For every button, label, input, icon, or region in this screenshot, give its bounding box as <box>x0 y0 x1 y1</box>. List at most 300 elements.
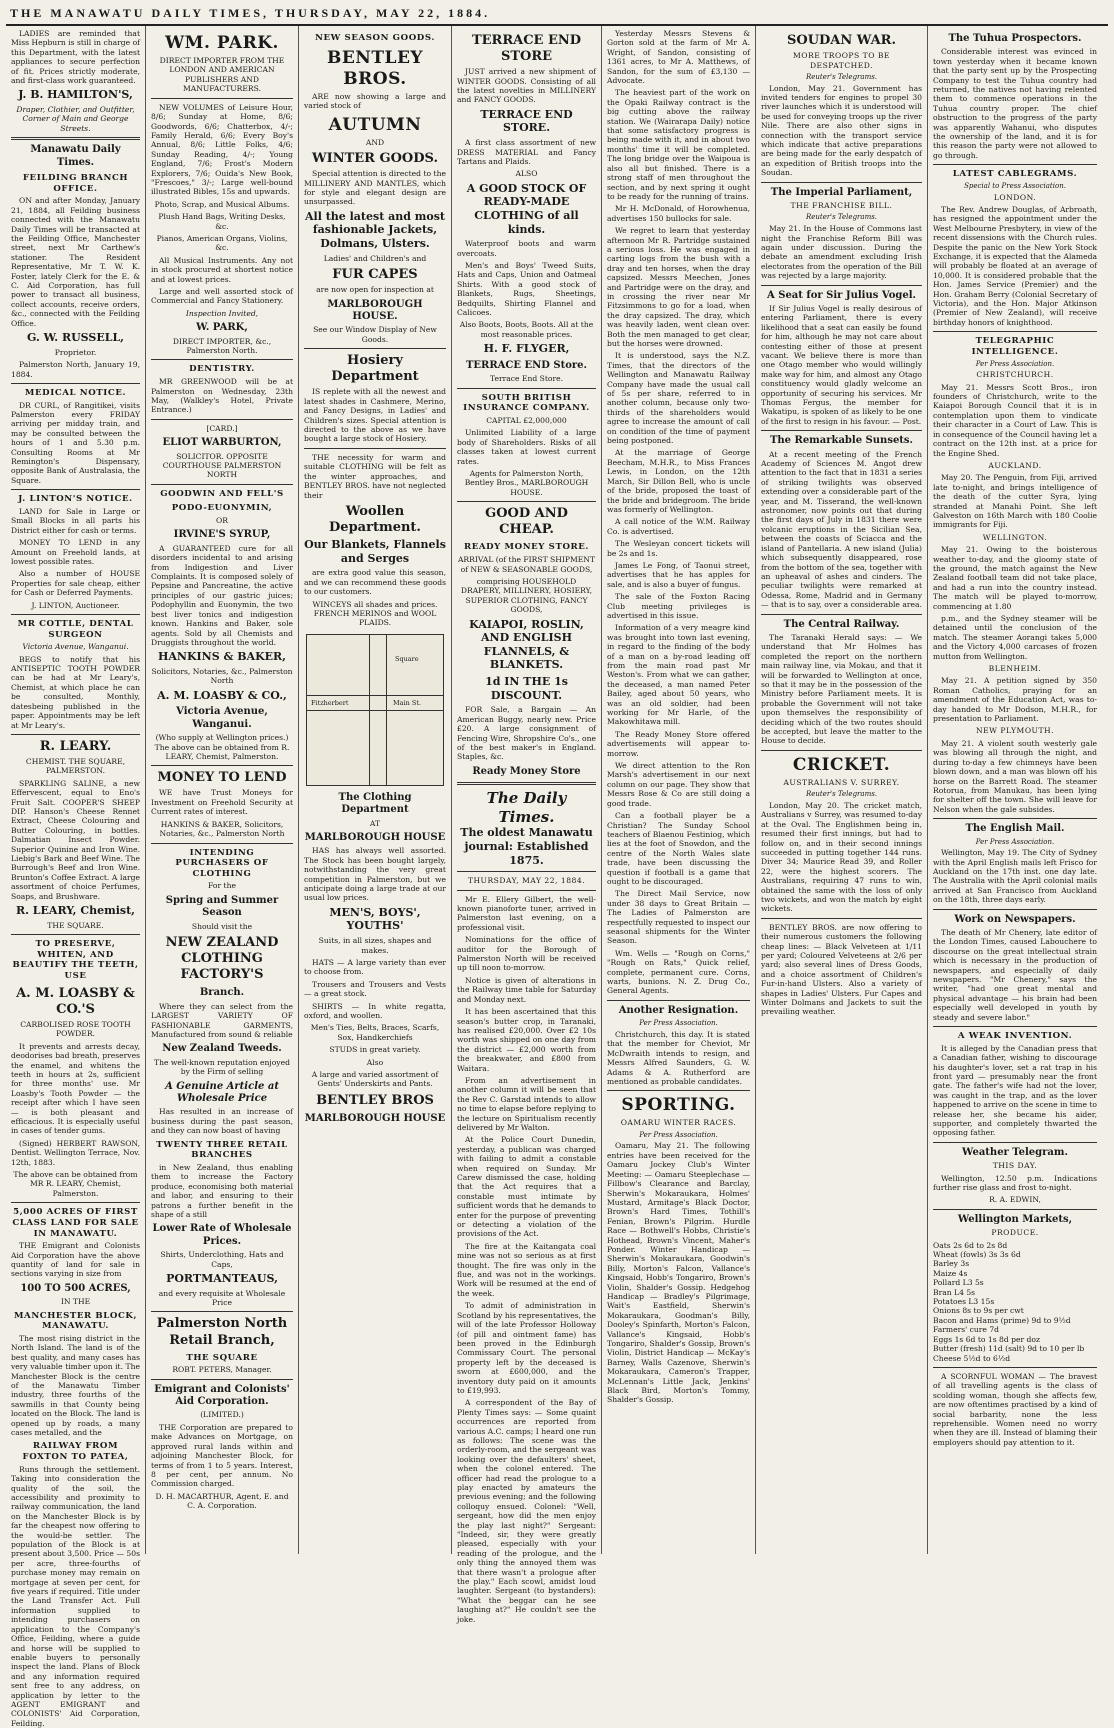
map-label-square: Square <box>395 654 419 663</box>
studs-line: STUDS in great variety. <box>329 1045 421 1055</box>
waterproof-boots: Waterproof boots and warm overcoats. <box>457 239 596 258</box>
leary-signature: R. LEARY, Chemist, <box>15 904 136 918</box>
news-bullocks: Mr H. McDonald, of Horowhenua, advertises 150 bullocks for sale. <box>607 204 750 223</box>
news-sandon: Yesterday Messrs Stevens & Gorton sold at the farm of Mr A. Wright, of Sandon, consisting of 1361 acres, to Mr A. Matthews, of Sandon, for the sum of £3,130 — Advocate. <box>607 29 750 86</box>
russell-title: Proprietor. <box>54 347 97 357</box>
markets-sub: PRODUCE. <box>991 1228 1039 1238</box>
news-concert: The Wesleyan concert tickets will be 2s and 1s. <box>607 539 750 558</box>
news-rough-on-corns: Wm. Wells — "Rough on Corns," "Rough on Rats," Quick relief, complete, permanent cure. Corns, warts, bunions. N. Z. Drug Co., General Agents. <box>607 948 750 996</box>
card-label: [CARD.] <box>206 423 238 433</box>
branches-text: in New Zealand, thus enabling them to increase the Factory produce, economising both material and labor, and ensuring to their patrons a further benefit in the shape of a still <box>151 1162 293 1219</box>
loasby-signature: (Signed) HERBERT RAWSON, Dentist. Wellington Terrace, Nov. 12th, 1883. <box>11 1138 140 1167</box>
wellington-label: WELLINGTON. <box>982 532 1048 542</box>
park-albums: Photo, Scrap, and Musical Albums. <box>154 199 290 209</box>
daily-times-heading: The Daily Times. <box>486 789 567 826</box>
fur-capes-heading: FUR CAPES <box>332 267 418 283</box>
divider <box>11 734 140 735</box>
macarthur-signature: D. H. MACARTHUR, Agent, E. and C. A. Corporation. <box>155 1491 289 1511</box>
issue-date: THURSDAY, MAY 22, 1884. <box>467 876 586 886</box>
divider <box>304 348 446 349</box>
park-stationery: Large and well assorted stock of Commercial and Fancy Stationery. <box>151 287 293 306</box>
divider <box>11 614 140 615</box>
cottle-notice: BEGS to notify that his ANTISEPTIC TOOTH POWDER can be had at Mr Leary's, Chemist, at which place he can be consulted, Monthly, datesbeing published in the paper. Appointments may be left at Mr Leary's. <box>11 654 140 730</box>
manager-line: ROBT. PETERS, Manager. <box>172 1365 272 1375</box>
ready-money-store: Ready Money Store <box>472 765 581 777</box>
irvine-heading: IRVINE'S SYRUP, <box>173 529 271 541</box>
masthead-title: THE MANAWATU DAILY TIMES, THURSDAY, MAY 22, 1884. <box>10 6 491 20</box>
hamilton-signature: J. B. HAMILTON'S, <box>18 88 133 102</box>
linton-houses: Also a number of HOUSE Properties for sale cheap, either for Cash or Deferred Payments. <box>11 569 140 598</box>
bentley-heading: BENTLEY BROS. <box>326 47 424 89</box>
invention-text: It is alleged by the Canadian press that a Canadian father, wishing to discourage his daughter's lover, set a rat trap in his front yard — presumably near the front gate. The father's wife had not the lover, was caught in the trap, and as the lover happened to arrive on the scene in time to release her, she became his aider, supporter, and completely thwarted the opposing father. <box>933 1043 1097 1138</box>
plymouth-text: May 21. A violent south westerly gale was blowing all through the night, and during to-day a few chimneys have been blown down, and a man was blown off his horse on the Barrett Road. The steamer Rotorua, from Manukau, has been lying for shelter off the town. She will leave for Nelson when the gale subsides. <box>933 738 1097 814</box>
scornful-woman-text: A SCORNFUL WOMAN — The bravest of all travelling agents is the class of scolding woman, though she affects few, are now oftentimes practised by a kind of social barbarity, none the less reprehensible. Women need no worry when they are ill. Instead of blaming their employers should pay attention to it. <box>933 1371 1097 1447</box>
news-body-found: Information of a very meagre kind was brought into town last evening, in regard to the finding of the body of a man on a by-road leading off from the main road past Mr Weston's. From what we can gather, the deceased, a man named Peter Bailey, aged about 50 years, who was an old soldier, had been working for Mr Harle, of the Makowhitawa mill. <box>607 623 750 727</box>
news-holloway: To admit of administration in Scotland by his representatives, the will of the late Professor Holloway (of pill and ointment fame) has been proved in the Edinburgh Commissary Court. The personal property left by the deceased is sworn at £600,000, and the inventory duty paid on it amounts to £19,993. <box>457 1301 596 1395</box>
park-subtitle: DIRECT IMPORTER FROM THE LONDON AND AMERICAN PUBLISHERS AND MANUFACTURERS. <box>159 56 285 94</box>
emigrant-heading: Emigrant and Colonists' Aid Corporation. <box>154 1383 290 1408</box>
acres-text: THE Emigrant and Colonists Aid Corporation have the above quantity of land for sale in sections varying in size from <box>11 1241 140 1279</box>
warburton-subtitle: SOLICITOR. OPPOSITE COURTHOUSE PALMERSTON NORTH <box>162 451 282 480</box>
divider <box>933 909 1097 910</box>
emigrant-text: THE Corporation are prepared to make Advances on Mortgage, on approved rural lands within and adjoining Manchester Block, for terms of from 1 to 5 years. Interest, 8 per cent, per annum. No Commission charged. <box>151 1422 293 1489</box>
divider <box>457 388 596 389</box>
preserve-heading: TO PRESERVE, WHITEN, AND BEAUTIFY THE TEETH, USE <box>12 939 139 982</box>
window-display: See our Window Display of New Goods. <box>313 325 437 344</box>
divider <box>11 137 140 140</box>
vogel-text: If Sir Julius Vogel is really desirous of entering Parliament, there is every likelihood that a seat can easily be found for him, although he may not care about contesting either of those at present vacant. We believe there is more than one Otago member who would willingly make way for him, and almost any Otago constituency would gladly welcome an opportunity of securing his services. Mr Thomas Fergus, the member for Wakatipu, is spoken of as likely to be one of the first to resign in his favour. — Post. <box>761 303 922 426</box>
auckland-label: AUCKLAND. <box>988 460 1042 470</box>
market-row: Pollard L3 5s <box>933 1278 984 1288</box>
pn-branch-heading: Palmerston North Retail Branch, <box>156 1316 288 1348</box>
leary-subtitle: CHEMIST. THE SQUARE, PALMERSTON. <box>25 757 126 776</box>
english-mail-heading: The English Mail. <box>965 823 1065 835</box>
market-row: Cheese 5½d to 6½d <box>933 1353 1011 1363</box>
cottle-heading: MR COTTLE, DENTAL SURGEON <box>17 618 134 640</box>
wellington-text: May 21. Owing to the boisterous weather to-day, and the gloomy state of the ground, the match against the New Zealand football team did not take place, and had a run into the country instead. The match will be played to-morrow, commencing at 1.80 <box>933 545 1097 611</box>
shirts-line: Shirts, Underclothing, Hats and Caps, <box>160 1250 284 1269</box>
tweeds-heading: New Zealand Tweeds. <box>162 1043 282 1055</box>
divider <box>457 890 596 891</box>
park-bags: Plush Hand Bags, Writing Desks, &c. <box>158 212 286 231</box>
dress-material: A first class assortment of new DRESS MATERIAL and Fancy Tartans and Plaids. <box>457 138 596 166</box>
english-mail-sub: Per Press Association. <box>975 837 1055 846</box>
cablegrams-heading: LATEST CABLEGRAMS. <box>952 169 1078 180</box>
linton-money: MONEY TO LEND in any Amount on Freehold lands, at lowest possible rates. <box>11 538 140 566</box>
also-label: Also <box>366 1057 384 1067</box>
warburton-heading: ELIOT WARBURTON, <box>162 437 282 449</box>
intending-heading: INTENDING PURCHASERS OF CLOTHING <box>175 847 269 879</box>
market-row: Potatoes L3 15s <box>933 1297 995 1307</box>
market-row: Wheat (fowls) 3s 3s 6d <box>933 1250 1021 1260</box>
divider <box>151 1379 293 1380</box>
suits-line: Suits, in all sizes, shapes and makes. <box>318 936 432 955</box>
victoria-heading: Victoria Avenue, Wanganui. <box>176 706 268 730</box>
divider <box>151 484 293 485</box>
divider <box>933 1209 1097 1210</box>
acres-body: The most rising district in the North Island. The land is of the best quality, and many cases has very valuable timber upon it. The Manchester Block is the centre of the Manawatu Timber industry, three fourths of the sawmills in that County being located on the Block. The land is opened up by roads, a many cases metalled, and the <box>11 1334 140 1438</box>
news-call-notice: A call notice of the W.M. Railway Co. is advertised. <box>607 517 750 536</box>
news-apples: James Le Fong, of Taonui street, advertises that he has apples for sale, and is also a buyer of fungus. <box>607 560 750 589</box>
parliament-sub: THE FRANCHISE BILL. <box>790 201 893 211</box>
masthead <box>6 4 1108 26</box>
loasby-heading: A. M. LOASBY & CO.'S <box>16 985 135 1017</box>
genuine-heading: A Genuine Article at Wholesale Price <box>165 1080 279 1105</box>
park-heading: WM. PARK. <box>165 33 279 53</box>
divider <box>761 182 922 183</box>
money-text: WE have Trust Moneys for Investment on Freehold Security at Current rates of interest. <box>151 788 293 817</box>
cablegrams-text: The Rev. Andrew Douglas, of Arbroath, has resigned the appointment under the West Melbourne Presbytery, in view of the recent dissensions with the Church rules. Despite the panic on the New York Stock Exchange, it is expected that the Alameda will probably be floated at an average of 10,000. It is considered probable that the Hon. James Service (Premier) and the Hon. Graham Berry (Colonial Secretary of Victoria), and the Hon. Major Atkinson (Premier of New Zealand), will receive birthday honors of knighthood. <box>933 205 1097 327</box>
christchurch-label: CHRISTCHURCH. <box>976 370 1054 380</box>
divider <box>151 843 293 844</box>
english-mail-text: Wellington, May 19. The City of Sydney with the April English mails left Frisco for Auckland on the 17th inst. one day late. The Australia with the April colonial mails arrived at San Francisco from Auckland on the 18th, three days early. <box>933 848 1097 905</box>
underwear-line: A large and varied assortment of Gents' Underskirts and Pants. <box>311 1069 439 1089</box>
marlborough-heading: MARLBOROUGH HOUSE. <box>327 298 423 323</box>
medical-heading: MEDICAL NOTICE. <box>24 387 127 398</box>
invention-heading: A WEAK INVENTION. <box>957 1031 1073 1042</box>
street-map <box>306 634 444 786</box>
news-auditor: Nominations for the office of auditor for the Borough of Palmerston North will be received up till noon to-morrow. <box>457 935 596 973</box>
goodwin-subtitle: PODO-EUONYMIN, <box>171 503 273 514</box>
parliament-sub-2: Reuter's Telegrams. <box>805 213 878 222</box>
hankins-subtitle: Solicitors, Notaries, &c., Palmerston North <box>151 666 293 686</box>
tuhua-text: Considerable interest was evinced in town yesterday when it became known that the party sent up by the Prospecting Company to test the Tuhua country had returned, the natives not having relented them to commence operations in the Tuhua country proper. The chief obstruction to the progress of the party was apparently Wahanui, who disputes the ownership of the land, and it is for this reason the party were not allowed to go through. <box>933 47 1097 160</box>
parliament-text: May 21. In the House of Commons last night the Franchise Reform Bill was again under discussion. During the debate an amendment excluding Irish electorates from the operation of the Bill was rejected by a large majority. <box>761 224 922 281</box>
news-football: Can a football player be a Christian? The Sunday School teachers of Blaenou Festiniog, which lies at the foot of Snowdon, and the centre of the North Wales slate trade, have been discussing the question if football is a game that ought to be discouraged. <box>607 811 750 886</box>
terrace-text: JUST arrived a new shipment of WINTER GOODS. Consisting of all the latest novelties in MILLINERY and FANCY GOODS. <box>457 67 596 105</box>
money-signature: HANKINS & BAKER, Solicitors, Notaries, &c., Palmerston North <box>159 819 285 839</box>
dentistry-notice: MR GREENWOOD will be at Palmerston on Wednesday, 23th May, (Walkley's Hotel, Private Entrance.) <box>151 377 293 415</box>
map-label-main: Main St. <box>393 698 421 707</box>
column-1 <box>6 26 146 1728</box>
divider <box>761 430 922 431</box>
insurance-capital: CAPITAL £2,000,000 <box>486 416 567 426</box>
sunsets-text: At a recent meeting of the French Academy of Sciences M. Angot drew attention to the fact that in 1831 a series of striking twilights was observed extending over a considerable part of the year, and M. Tisserand, the well-known astronomer, now points out that during the first days of July in 1831 there were volcanic eruptions in the Sicilian Sea, between the coasts of Sciacca and the island of Pantellaria. A new island (Julia) which subsequently disappeared, rose from the bottom of the sea, together with an upheaval of ashes and cinders. The peculiar twilights were remarked at Odessa, Rome, Madrid and in Germany — that is to say, over a considerable area. <box>761 449 922 610</box>
russell-signature: G. W. RUSSELL, <box>26 331 125 345</box>
soudan-text: London, May 21. Government has invited tenders for engines to propel 30 river launches which it is understood will be used for conveying troops up the river Nile. There are also other signs in connection with the transport service which indicate that active preparations are being made for the early despatch of an expedition of British troops into the Soudan. <box>761 83 922 178</box>
news-kaitangata: The fire at the Kaitangata coal mine was not so serious as at first thought. The fire was only in the flue, and was not in the workings. Work will be resumed at the end of the week. <box>457 1241 596 1298</box>
insurance-agents: Agents for Palmerston North, Bentley Bros., MARLBOROUGH HOUSE. <box>464 469 589 497</box>
column-5 <box>602 26 756 1554</box>
central-railway-text: The Taranaki Herald says: — We understand that Mr Holmes has completed the report on the northern main railway line, via Mokau, and that it will be forwarded to Wellington at once, so that it may be in the possession of the Ministry before Parliament meets. It is probable the Government will not take upon themselves the responsibility of deciding which of the two routes should be accepted, but leave the matter to the House to decide. <box>761 632 922 746</box>
sporting-sub: OAMARU WINTER RACES. <box>620 1118 737 1128</box>
hats-line: HATS — A large variety than ever to choose from. <box>304 957 446 977</box>
divider <box>933 331 1097 332</box>
victoria-subtitle: (Who supply at Wellington prices.) The above can be obtained from R. LEARY, Chemist, Palmerston. <box>154 733 290 761</box>
marlborough-footer: MARLBOROUGH HOUSE <box>304 1112 446 1124</box>
arrival-line: ARRIVAL (of the FIRST SHIPMENT of NEW & SEASONABLE GOODS, <box>457 555 596 574</box>
branch-label: Branch. <box>199 987 245 999</box>
tweed-suits: Men's and Boys' Tweed Suits, Hats and Caps, Union and Oatmeal Shirts. With a good stock of Blankets, Rugs, Sheetings, Bedquilts, Shirting Flannel and Calicoes. <box>457 261 596 318</box>
at-label: AT <box>369 818 381 828</box>
insurance-text: Unlimited Liability of a large body of Shareholders. Risks of all classes taken at lowest current rates. <box>457 428 596 466</box>
news-opaki: The heaviest part of the work on the Opaki Railway contract is the big cutting above the railway station. We (Wairarapa Daily) notice that some satisfactory progress is being made with it, and in about two months' time it will be completed. The long bridge over the Waipoua is also all but finished. There is a strong staff of men throughout the section, and by next spring it ought to be ready for the running of trains. <box>607 88 750 201</box>
divider <box>933 164 1097 165</box>
comprising-line: comprising HOUSEHOLD DRAPERY, MILLINERY, HOSIERY, SUPERIOR CLOTHING, FANCY GOODS, <box>460 576 593 615</box>
market-row: Bran L4 5s <box>933 1287 976 1297</box>
column-7 <box>928 26 1102 1554</box>
park-invite: Inspection Invited, <box>185 308 259 318</box>
spring-sub: Should visit the <box>191 921 253 931</box>
divider <box>11 934 140 935</box>
terrace-footer: Terrace End Store. <box>490 374 563 384</box>
portmanteaus: PORTMANTEAUS, <box>166 1271 278 1285</box>
ladies-notice: LADIES are reminded that Miss Hepburn is still in charge of this Department, with the latest appliances to secure perfection of fit. Prices strictly moderate, and first-class work guaranteed. <box>11 29 140 86</box>
blenheim-label: BLENHEIM. <box>988 664 1042 674</box>
parliament-heading: The Imperial Parliament, <box>770 186 913 198</box>
linton-land: LAND for Sale in Large or Small Blocks in all parts his District either for cash or terms. <box>11 506 140 535</box>
newspapers-text: The death of Mr Chenery, late editor of the London Times, caused Labouchere to discourse on the great intellectual strain which is necessary in the production of newspapers, and especially of daily newspapers. "Mr Chenery," says the writer, "had one great mental and physical advantage — his brain had been especially well developed in youth by steady and severe labor." <box>933 928 1097 1022</box>
divider <box>11 383 140 384</box>
loasby2-heading: A. M. LOASBY & CO., <box>157 688 287 702</box>
twenty-branches: TWENTY THREE RETAIL BRANCHES <box>156 1139 288 1161</box>
sale-text: FOR Sale, a Bargain — An American Buggy, nearly new. Price £20. A large consignment of Fencing Wire, Shropshire Co's., one of the best maker's in England. Staples, &c. <box>457 705 596 762</box>
marlborough-heading-2: MARLBOROUGH HOUSE <box>304 832 446 844</box>
divider <box>933 1367 1097 1368</box>
sporting-text: Oamaru, May 21. The following entries have been received for the Oamaru Jockey Club's Winter Meeting: — Oamaru Steeplechase — Fillbow's Clearance and Barclay, Sherwin's Mokaraukara, Holmes' Mustard, Armitage's Black Doctor, Brown's Hard Times, Tothill's Fenian, Brown's Pilgrim. Hurdle Race — Bothwell's Hobbs, Christie's Hothead, Brown's Vincent, Maher's Ponder. Winter Handicap — Sherwin's Mokaraukara, Goodwin's Billy, Morton's Falcon, Vallance's Kingsaid, Hobb's Tongariro, Brown's Violin, Shalder's Gossip. Hedgehog Handicap — Bradley's Pilgrimage, Wait's Eastfield, Sherwin's Mokaraukara, Goodman's Billy, Dooley's Spinfarth, Morton's Falcon, Vallance's Kingsaid, Hobb's Tongariro, Shalder's Gossip, Brown's Violin, District Handicap — McKay's Barney, Walls Cazenove, Sherwin's Mokaraukara, Cameron's Trapper, McLennan's Little Jack, Jenkins' Black Bird, Morton's Tommy, Shalder's Gossip. <box>607 1141 750 1405</box>
cricket-heading: CRICKET. <box>792 754 891 775</box>
spring-heading: Spring and Summer Season <box>165 894 279 919</box>
and-label: AND <box>365 137 385 147</box>
market-row: Maize 4s <box>933 1268 968 1278</box>
divider <box>761 918 922 919</box>
branch-notice: ON and after Monday, January 21, 1884, all Feilding business connected with the Manawatu Daily Times will be transacted at the Feilding Office, Manchester street, next Mr Carthew's stationer. The Resident Representative, Mr T. W. K. Foster, lately Clerk for the E. & C. Aid Corporation, has full power to transact all business, collect accounts, receive orders, &c., connected with the Feilding Office. <box>11 196 140 328</box>
auckland-text: May 20. The Penguin, from Fiji, arrived late to-night, and brings intelligence of the death of the cutter Syra, lying stranded at Manahi Point. She left Galveston on 16th March with 180 Coolie immigrants for Fiji. <box>933 473 1097 530</box>
terrace-line: TERRACE END STORE. <box>480 107 573 135</box>
irvine-text: A GUARANTEED cure for all disorders incidental to and arising from Indigestion and Liver Complaints. It is composed solely of Pepsine and Pancreatine, the active principles of our gastric juices; Podophyllin and Euonymin, the two best liver tonics and indigestion known. Hankins and Baker, sole agents. Sold by all Chemists and Druggists throughout the world. <box>151 543 293 647</box>
map-label-fitzherbert: Fitzherbert <box>311 698 349 707</box>
divider <box>457 782 596 785</box>
column-3 <box>299 26 452 1554</box>
news-ready-money: The Ready Money Store offered advertisements will appear to-morrow. <box>607 729 750 758</box>
loasby-foot: The above can be obtained from MR R. LEARY, Chemist, Palmerston. <box>13 1170 138 1198</box>
divider <box>457 501 596 502</box>
portmanteaus-sub: and every requisite at Wholesale Price <box>158 1288 286 1307</box>
clothing-necessity: THE necessity for warm and suitable CLOTHING will be felt as the winter approaches, and BENTLEY BROS. have not neglected their <box>304 452 446 500</box>
childrens-line: Ladies' and Children's and <box>323 253 427 263</box>
resignation-text: Christchurch, this day. It is stated that the member for Cheviot, Mr McDwraith intends to resign, and Messrs Alfred Saunders, G. W. Adams & A. Rutherford are mentioned as probable candidates. <box>607 1029 750 1086</box>
jackets-line: All the latest and most fashionable Jackets, Dolmans, Ulsters. <box>304 209 445 251</box>
telegraphic-text: May 21. Messrs Scott Bros., iron founders of Christchurch, write to the Kaiapoi Borough Council that it is in contemplation upon them to vindicate their character in a Court of Law. This is in consequence of the Council having let a contract on the 12th inst. at a price for the Engine Shed. <box>933 382 1097 458</box>
weather-text: Wellington, 12.50 p.m. Indications further rise glass and frost to-night. <box>933 1173 1097 1193</box>
hamilton-subtitle: Draper, Clothier, and Outfitter, Corner of Main and George Streets. <box>16 105 135 133</box>
clothing-text: HAS has always well assorted. The Stock has been bought largely, notwithstanding the very great competition in Palmerston, but we anticipate doing a large trade at our usual low prices. <box>304 846 446 903</box>
soudan-sub: MORE TROOPS TO BE DESPATCHED. <box>793 51 890 70</box>
ready-money-heading: READY MONEY STORE. <box>463 542 590 553</box>
clothing-dept-heading: The Clothing Department <box>338 791 412 816</box>
ready-made: A GOOD STOCK OF READY-MADE CLOTHING of all kinds. <box>466 181 587 236</box>
columns <box>6 26 1108 1728</box>
divider <box>761 750 922 751</box>
market-row: Onions 8s to 9s per cwt <box>933 1306 1024 1316</box>
resignation-heading: Another Resignation. <box>618 1004 739 1016</box>
central-railway-heading: The Central Railway. <box>783 618 900 630</box>
loasby-text: It prevents and arrests decay, deodorises bad breath, preserves the enamel, and whitens the teeth in hours at 2s, sufficient for three months' use. Mr Loasby's Tooth Powder — the receipt after which I have seen — is both pleasant and efficacious. It is especially useful in cases of tender gums. <box>11 1041 140 1136</box>
linton-heading: J. LINTON'S NOTICE. <box>18 494 133 505</box>
divider <box>11 1202 140 1203</box>
terrace-end-store: TERRACE END Store. <box>465 359 588 371</box>
plymouth-label: NEW PLYMOUTH. <box>975 726 1055 736</box>
discount-line: 1d IN THE 1s DISCOUNT. <box>485 675 568 702</box>
cablegrams-sub: Special to Press Association. <box>964 181 1066 190</box>
railway-heading: RAILWAY FROM FOXTON TO PATEA, <box>22 1441 129 1463</box>
loasby-subtitle: CARBOLISED ROSE TOOTH POWDER. <box>20 1019 131 1039</box>
square-label: THE SQUARE <box>186 1352 258 1363</box>
column-4 <box>452 26 602 1624</box>
cricket-sub: AUSTRALIANS V. SURREY. <box>783 777 900 787</box>
autumn-heading: AUTUMN <box>328 114 422 135</box>
news-spiritualism: From an advertisement in another column it will be seen that the Rev C. Garstad intends to allow no time to elapse before replying to the lecture on Spiritualism recently delivered by Mr Walton. <box>457 1075 596 1132</box>
hosiery-heading: Hosiery Department <box>331 353 419 385</box>
divider <box>151 359 293 360</box>
flyger-signature: H. F. FLYGER, <box>483 342 570 356</box>
lower-rate: Lower Rate of Wholesale Prices. <box>152 1223 292 1247</box>
shirts-line-2: SHIRTS — In white regatta, oxford, and woollen. <box>304 1001 446 1020</box>
special-attention: Special attention is directed to the MILLINERY AND MANTLES, which for style and elegant design are unsurpassed. <box>304 169 446 207</box>
divider <box>933 1026 1097 1027</box>
leary-heading: R. LEARY. <box>39 738 112 754</box>
kaiapoi-line: KAIAPOI, ROSLIN, AND ENGLISH FLANNELS, & BLANKETS. <box>469 617 584 672</box>
ties-line: Men's Ties, Belts, Braces, Scarfs, Sox, Handkerchiefs <box>310 1023 440 1042</box>
park-signature: W. PARK, <box>196 322 248 334</box>
acres-heading: 5,000 ACRES OF FIRST CLASS LAND FOR SALE IN MANAWATU. <box>12 1207 139 1239</box>
newspapers-heading: Work on Newspapers. <box>954 913 1076 925</box>
london-label: LONDON. <box>993 192 1037 202</box>
market-row: Oats 2s 6d to 2s 8d <box>933 1240 1008 1250</box>
resignation-sub: Per Press Association. <box>639 1019 718 1028</box>
weather-sub: THIS DAY. <box>992 1161 1038 1171</box>
oldest-journal: The oldest Manawatu journal: Established 1875. <box>460 826 593 867</box>
tuhua-heading: The Tuhua Prospectors. <box>948 33 1082 44</box>
divider <box>151 419 293 420</box>
divider <box>607 1090 750 1091</box>
news-gilbert: Mr E. Ellery Gilbert, the well-known pianoforte tuner, arrived in Palmerston last evening, on a professional visit. <box>457 894 596 932</box>
soudan-heading: SOUDAN WAR. <box>786 33 896 48</box>
goodwin-or: OR <box>216 516 228 526</box>
park-volumes: NEW VOLUMES of Leisure Hour, 8/6; Sunday at Home, 8/6; Goodwords, 6/6; Chatterbox, 4/-; Family Herald, 6/6; Every Boy's Annual, 8/6; Little Folks, 4/6; Sunday Reading, 4/-; Young England, 7/6; Frost's Modern Explorers, 7/6; Ouida's New Book, "Frescoes," 3/-; Large well-bound illustrated Bibles, 15s and upwards. <box>151 102 293 197</box>
bentley-note: BENTLEY BROS. are now offering to their numerous customers the following cheap lines: — Black Velveteen at 1/11 per yard; Coloured Velveteens at 2/6 per yard; also several lines of Dress Goods, and a choice assortment of Children's Fur-in-hand Ulsters. Also a variety of shapes in Ladies' Ulsters. Fur Capes and Winter Dolmans and Jackets to suit the prevailing weather. <box>761 922 922 1017</box>
russell-date: Palmerston North, January 19, 1884. <box>11 360 140 379</box>
sporting-heading: SPORTING. <box>621 1095 736 1116</box>
divider <box>607 1000 750 1001</box>
dentistry-heading: DENTISTRY. <box>189 364 255 375</box>
market-row: Eggs 1s 6d to 1s 8d per doz <box>933 1334 1040 1344</box>
divider <box>933 1142 1097 1143</box>
park-pianos: Pianos, American Organs, Violins, &c. <box>156 233 288 253</box>
nz-factory-heading: NEW ZEALAND CLOTHING FACTORY'S <box>165 935 279 983</box>
acres-in: IN THE <box>60 1297 91 1307</box>
divider <box>151 1311 293 1312</box>
park-instruments: All Musical Instruments. Any not in stock procured at shortest notice and at lowest prices. <box>151 255 293 284</box>
bentley-footer: BENTLEY BROS <box>316 1092 434 1108</box>
genuine-text: Has resulted in an increase of business during the past season, and they can now boast of having <box>151 1107 293 1136</box>
blenheim-text: May 21. A petition signed by 350 Roman Catholics, praying for an amendment of the Education Act, was to-day handed to Mr Dodson, M.H.R., for presentation to Parliament. <box>933 676 1097 724</box>
money-heading: MONEY TO LEND <box>157 770 287 786</box>
divider <box>11 489 140 490</box>
weather-heading: Weather Telegram. <box>962 1146 1068 1158</box>
market-row: Farmers' cure 7d <box>933 1325 1000 1335</box>
vogel-heading: A Seat for Sir Julius Vogel. <box>766 289 917 301</box>
news-bay-of-plenty: A correspondent of the Bay of Plenty Times says: — Some quaint occurrences are reported from various A.C. camps; I heard one run as follows: The scene was the orderly-room, and the sergeant was looking over the defaulters' sheet, when the colonel entered. The officer had read the prologue to a play enacted by amateurs the previous evening; and the following colloquy ensued. Colonel: "Well, sergeant, how did the men enjoy the play last night?" Sergeant: "Indeed, sir, they were greatly pleased, especially with your reading of the prologue, and the only thing the annoyed them was that there wasn't a prologue after the play." Each scowl, amidst loud laughter. Sergeant (to bystanders): "What the beggar can he see laughing at?" He couldn't see the joke. <box>457 1398 596 1624</box>
weather-signature: R. A. EDWIN, <box>989 1195 1041 1205</box>
markets-list <box>933 1241 1097 1363</box>
divider <box>304 448 446 449</box>
divider <box>151 98 293 99</box>
winter-heading: WINTER GOODS. <box>312 151 438 167</box>
cottle-address: Victoria Avenue, Wanganui. <box>22 642 129 652</box>
blankets-text: are extra good value this season, and we can recommend these goods to our customers. <box>304 568 446 597</box>
fur-capes-sub: are now open for inspection at <box>316 285 434 295</box>
news-butter: It has been ascertained that this season's butter crop, in Taranaki, has realised £20,000. Over £2 10s worth was shipped on one day from the district — £2,000 worth from the breakwater, and £800 from Waitara. <box>457 1007 596 1073</box>
sydney-text: p.m., and the Sydney steamer will be detained until the conclusion of the match. The steamer Aorangi takes 5,000 and the Victory 4,000 carcases of frozen mutton from Wellington. <box>933 614 1097 661</box>
telegraphic-sub: Per Press Association. <box>975 359 1055 368</box>
column-2 <box>146 26 299 1554</box>
column-6 <box>756 26 928 1554</box>
hosiery-text: IS replete with all the newest and latest shades in Cashmere, Merino, and Fancy Designs, in Ladies' and Children's sizes. Special attention is directed to the above as we have bought a large stock of Hosiery. <box>304 387 446 444</box>
news-racing: The sale of the Foxton Racing Club meeting privileges is advertised in this issue. <box>607 592 750 620</box>
tweeds-sub: The well-known reputation enjoyed by the Firm of selling <box>154 1057 290 1077</box>
markets-heading: Wellington Markets, <box>957 1213 1073 1225</box>
cricket-text: London, May 20. The cricket match, Australians v Surrey, was resumed to-day at the Oval. The Englishmen being in, resumed their first innings, but had to follow on, and in their second innings succeeded in putting together 144 runs. Diver 34; Maurice Read 39, and Roller 22, were the highest scorers. The Australians, requiring 47 runs to win, obtained the same with the loss of only two wickets, and won the match by eight wickets. <box>761 800 922 914</box>
new-season-heading: NEW SEASON GOODS. <box>315 33 435 43</box>
news-railway: Notice is given of alterations in the Railway time table for Saturday and Monday next. <box>457 975 596 1004</box>
sunsets-heading: The Remarkable Sunsets. <box>769 435 914 447</box>
market-row: Butter (fresh) 11d (salt) 9d to 10 per lb <box>933 1344 1085 1354</box>
news-railway-call: It is understood, says the N.Z. Times, that the directors of the Wellington and Manawatu Railway Company have made the usual call of 5s per share, referred to in another column, because only two-thirds of the shareholders would agree to increase the amount of call on condition of the time of payment being postponed. <box>607 351 750 446</box>
cricket-sub-2: Reuter's Telegrams. <box>805 790 878 799</box>
divider <box>933 818 1097 819</box>
intending-sub: For the <box>208 881 236 891</box>
park-signature-sub: DIRECT IMPORTER, &c., Palmerston North. <box>172 336 272 356</box>
divider <box>151 765 293 766</box>
winceys-line: WINCEYS all shades and prices. FRENCH MERINOS and WOOL PLAIDS. <box>312 599 438 628</box>
branch-heading: FEILDING BRANCH OFFICE. <box>22 173 129 194</box>
news-partridge: We regret to learn that yesterday afternoon Mr R. Partridge sustained a serious loss. He was engaged in carting logs from the bush with a dray and ten horses, when the dray capsized. Messrs Meechen, Jones and Partridge were on the dray, and in crossing the river near Mr Fitzsimmons to go for a load, when the dray capsized. The dray, which was heavily laden, went clean over. Both the men managed to get clear, but the horses were drowned. <box>607 226 750 348</box>
market-row: Barley 3s <box>933 1259 970 1269</box>
trousers-line: Trousers and Trousers and Vests — a great stock. <box>304 979 446 999</box>
acres-block: MANCHESTER BLOCK, MANAWATU. <box>13 1310 138 1332</box>
hankins-heading: HANKINS & BAKER, <box>157 650 287 664</box>
railway-text: Runs through the settlement. Taking into consideration the quality of the soil, the accessibility and proximity to railway communication, the land on the Manchester Block is by far the cheapest now offering to the would-be settler. The population of the Block is at present about 3,500. Price — 50s per acre, three-fourths of purchase money may remain on mortgage at seven per cent, for five years if required. Title under the Land Transfer Act. Full information supplied to intending purchasers on application to the Company's Office, Feilding, where a guide and horse will be supplied to enable buyers to personally inspect the land. Plans of Block and any information required sent free to any address, on application by letter to the AGENT EMIGRANT and COLONISTS' Aid Corporation, Feilding. <box>11 1464 140 1728</box>
news-ron-marsh: We direct attention to the Ron Marsh's advertisement in our next column on our page. They show that Messrs Rose & Co are still doing a good trade. <box>607 761 750 808</box>
limited-label: (LIMITED.) <box>200 1410 244 1420</box>
also-label: ALSO <box>515 169 538 179</box>
telegraphic-heading: TELEGRAPHIC INTELLIGENCE. <box>971 336 1059 357</box>
divider <box>761 614 922 615</box>
soudan-sub-2: Reuter's Telegrams. <box>805 72 878 81</box>
news-police-court: At the Police Court Dunedin, yesterday, a publican was charged with failing to admit a constable when required on Sunday. Mr Carew dismissed the case, holding that the Act requires that a constable must intimate by sufficient words that he demands to enter for the purpose of preventing or detecting a violation of the provisions of the Act. <box>457 1135 596 1239</box>
news-marriage: At the marriage of George Beecham, M.H.R., to Miss Frances Lewis, in London, on the 12th March, Sir Dillon Bell, who is uncle of the bride, proposed the toast of the bride and bridegroom. The bride was formerly of Wellington. <box>607 448 750 514</box>
divider <box>761 285 922 286</box>
divider <box>457 871 596 872</box>
nz-text: Where they can select from the LARGEST VARIETY OF FASHIONABLE GARMENTS, Manufactured from sound & reliable <box>151 1001 293 1040</box>
linton-signature: J. LINTON, Auctioneer. <box>31 600 120 610</box>
boots-line: Also Boots, Boots, Boots. All at the most reasonable prices. <box>459 320 594 339</box>
insurance-heading: SOUTH BRITISH INSURANCE COMPANY. <box>463 392 590 414</box>
mens-line: MEN'S, BOYS', YOUTHS' <box>329 905 421 933</box>
leary-signature-sub: THE SQUARE. <box>47 920 104 930</box>
leary-list: SPARKLING SALINE, a new Effervescent, equal to Eno's Fruit Salt. COOPER'S SHEEP DIP. Hanson's Cheese Rennet Extract, Cheese Colouring and Butter Colouring, in bottles. Dalmatian Insect Powder. Superior Quinine and Iron Wine. Liebig's Bark and Beef Wine. The Burrough's Beef and Iron Wine. Brunton's Coffee Extract. A large assortment of choice Perfumes, Soaps, and Brushware. <box>11 778 140 901</box>
goodwin-heading: GOODWIN AND FELL'S <box>160 488 284 499</box>
bentley-text: ARE now showing a large and varied stock of <box>304 91 446 111</box>
medical-notice: DR CURL, of Rangitikei, visits Palmerston every FRIDAY arriving per midday train, and may be consulted between the hours of 1 and 5.30 p.m. Consulting Rooms at Mr Remington's Dispensary, opposite Bank of Australasia, the Square. <box>11 400 140 485</box>
acres-big: 100 TO 500 ACRES, <box>20 1282 131 1294</box>
terrace-heading: TERRACE END STORE <box>471 33 582 65</box>
market-row: Bacon and Hams (prime) 9d to 9½d <box>933 1315 1071 1325</box>
sporting-sub-2: Per Press Association. <box>639 1130 718 1139</box>
woollen-heading: Woollen Department. <box>329 503 421 536</box>
good-cheap-heading: GOOD AND CHEAP. <box>485 506 568 538</box>
